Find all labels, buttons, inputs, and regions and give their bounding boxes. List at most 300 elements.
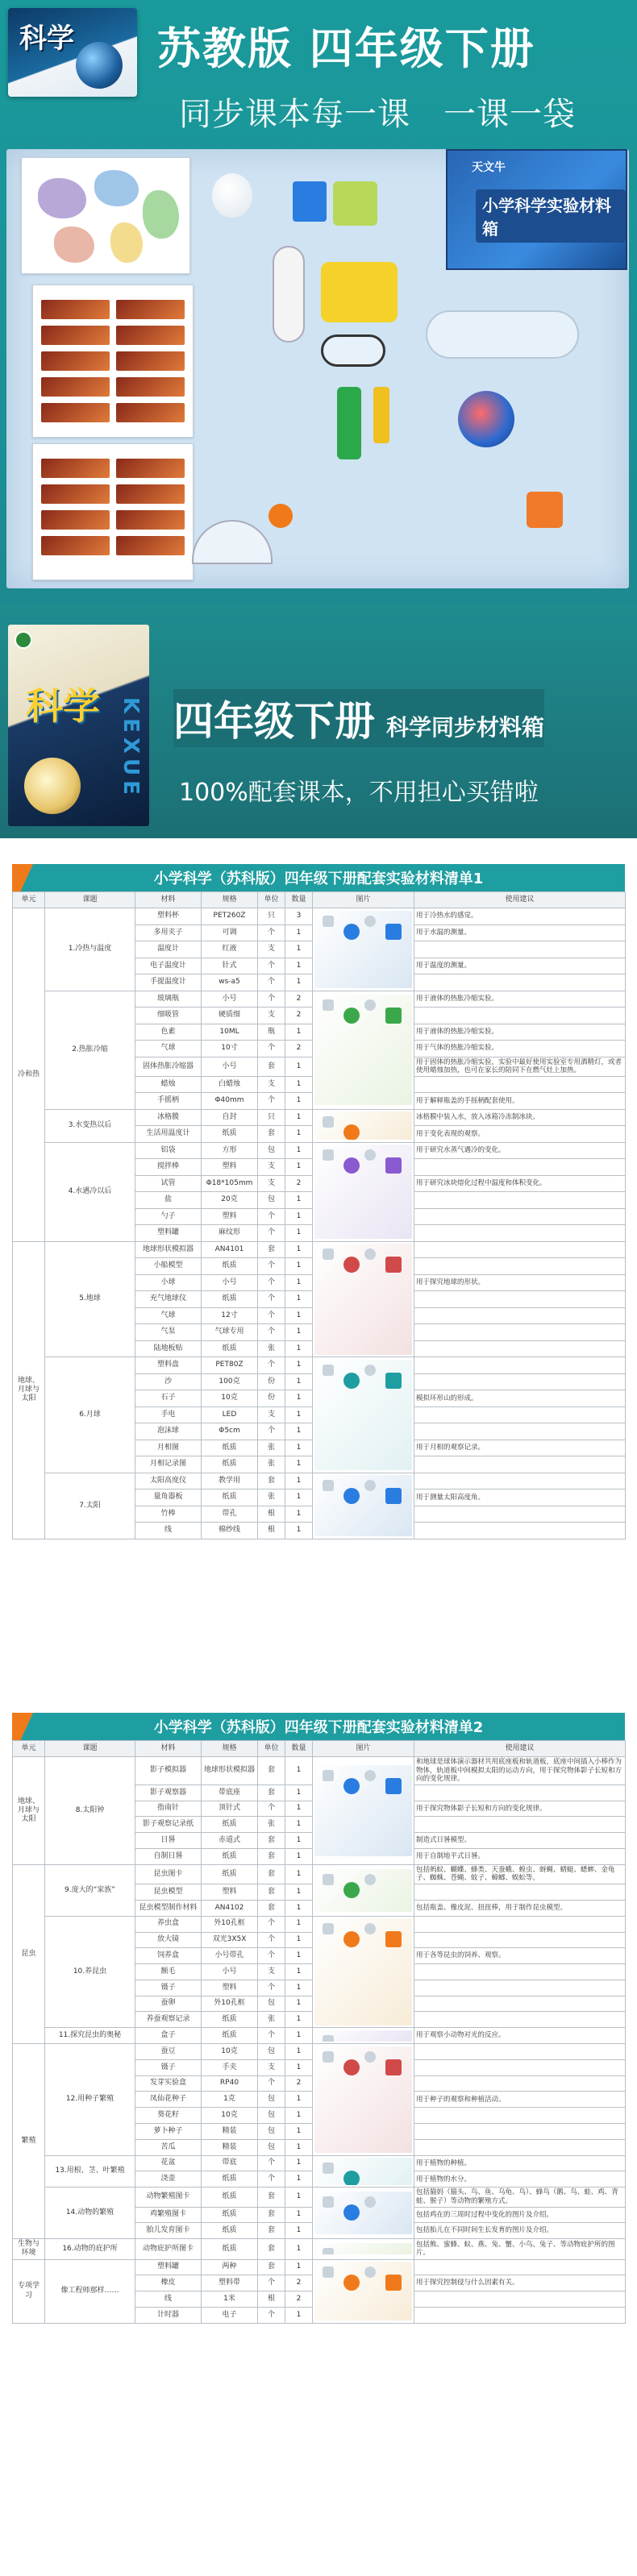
- usage-cell: [414, 1324, 626, 1341]
- column-header: 使用建议: [414, 1741, 626, 1757]
- spec-cell: 电子: [202, 2307, 258, 2323]
- usage-cell: [414, 1241, 626, 1258]
- textbook-cover: [8, 8, 137, 97]
- photo-placeholder: [314, 1475, 412, 1536]
- usage-cell: [414, 1785, 626, 1801]
- quantity-cell: 1: [285, 2155, 313, 2171]
- insect-card-sheet: [32, 285, 194, 438]
- column-header: 单位: [258, 892, 285, 908]
- material-cell: 温度计: [135, 941, 202, 958]
- material-item-icon: [323, 916, 334, 927]
- material-item-icon: [323, 1874, 334, 1885]
- material-cell: 色素: [135, 1024, 202, 1041]
- material-photo: [313, 1142, 414, 1241]
- spec-cell: 10克: [202, 1390, 258, 1407]
- spec-cell: Φ5cm: [202, 1423, 258, 1440]
- promo-title-main: 四年级下册: [173, 698, 375, 745]
- quantity-cell: 1: [285, 1274, 313, 1291]
- lesson-cell: 12.用种子繁殖: [45, 2044, 135, 2156]
- quantity-cell: 1: [285, 1440, 313, 1456]
- spec-cell: 方形: [202, 1142, 258, 1159]
- spec-cell: 10克: [202, 2108, 258, 2124]
- promo-slogan: 100%配套课本，不用担心买错啦: [179, 779, 539, 807]
- material-item-icon: [364, 999, 376, 1011]
- unit-measure-cell: 包: [258, 2124, 285, 2140]
- usage-cell: 包括猫妈（猫头、鸟、鱼、乌龟、鸟）、蜂鸟（鹅、鸟、蛙、鸡、青蛙、猴子）等动物的繁殖方式。: [414, 2188, 626, 2207]
- material-cell: 自制日晷: [135, 1849, 202, 1865]
- spec-cell: 纸质: [202, 2028, 258, 2044]
- usage-cell: [414, 1357, 626, 1374]
- table-row: [13, 908, 626, 925]
- usage-cell: [414, 2044, 626, 2060]
- spec-cell: 麻纹形: [202, 1225, 258, 1242]
- quantity-cell: 3: [285, 908, 313, 925]
- quantity-cell: 1: [285, 1490, 313, 1506]
- usage-cell: [414, 1008, 626, 1024]
- flask-icon: [212, 173, 252, 218]
- quantity-cell: 1: [285, 924, 313, 941]
- quantity-cell: 1: [285, 2259, 313, 2275]
- quantity-cell: 1: [285, 1523, 313, 1539]
- material-cell: 竹棒: [135, 1506, 202, 1523]
- quantity-cell: 1: [285, 1258, 313, 1275]
- quantity-cell: 1: [285, 1109, 313, 1126]
- quantity-cell: 1: [285, 2307, 313, 2323]
- quantity-cell: 1: [285, 1307, 313, 1324]
- spec-cell: 10ML: [202, 1024, 258, 1041]
- quantity-cell: 1: [285, 1159, 313, 1176]
- material-photo: [313, 1916, 414, 2028]
- table-header-row: [13, 1741, 626, 1757]
- development-card-sheet: [32, 443, 194, 580]
- material-cell: 石子: [135, 1390, 202, 1407]
- spec-cell: 教学用: [202, 1473, 258, 1490]
- quantity-cell: 1: [285, 1057, 313, 1076]
- material-item-icon: [343, 1778, 360, 1794]
- column-header: 材料: [135, 1741, 202, 1757]
- material-item-icon: [364, 1149, 376, 1161]
- unit-measure-cell: 套: [258, 1057, 285, 1076]
- spec-cell: 带底座: [202, 1785, 258, 1801]
- material-photo: [313, 1241, 414, 1357]
- material-cell: 陆地板贴: [135, 1340, 202, 1357]
- material-cell: 线: [135, 1523, 202, 1539]
- lesson-cell: 11.探究昆虫的奥秘: [45, 2028, 135, 2044]
- material-cell: 太阳高度仪: [135, 1473, 202, 1490]
- material-cell: 萝卜种子: [135, 2124, 202, 2140]
- quantity-cell: 1: [285, 2188, 313, 2207]
- hero-banner: [0, 0, 637, 838]
- unit-measure-cell: 张: [258, 1340, 285, 1357]
- spec-cell: 纸质: [202, 1340, 258, 1357]
- photo-placeholder: [314, 1244, 412, 1355]
- quantity-cell: 1: [285, 1884, 313, 1901]
- unit-measure-cell: 套: [258, 1849, 285, 1865]
- material-cell: 影子模拟器: [135, 1757, 202, 1785]
- spec-cell: 硬质细: [202, 1008, 258, 1024]
- material-cell: 养蚕观察记录: [135, 2012, 202, 2028]
- spec-cell: 10寸: [202, 1041, 258, 1057]
- material-item-icon: [385, 2275, 402, 2291]
- quantity-cell: 2: [285, 2275, 313, 2291]
- table-body-2: [13, 1757, 626, 2324]
- usage-cell: [414, 1523, 626, 1539]
- material-item-icon: [323, 2163, 334, 2174]
- material-item-icon: [323, 1249, 334, 1260]
- material-item-icon: [343, 1124, 360, 1140]
- table-row: [13, 2028, 626, 2044]
- unit-measure-cell: 套: [258, 2223, 285, 2239]
- material-cell: 塑料杯: [135, 908, 202, 925]
- quantity-cell: 1: [285, 2059, 313, 2075]
- unit-measure-cell: 个: [258, 1208, 285, 1225]
- quantity-cell: 1: [285, 2012, 313, 2028]
- usage-cell: 用于固体的热胀冷缩实验，实验中最好使用实验室专用酒精灯，或者使用蜡烛加热，也可在家长的陪同下在燃气灶上加热。: [414, 1057, 626, 1076]
- material-item-icon: [343, 1882, 360, 1898]
- quantity-cell: 1: [285, 2124, 313, 2140]
- moon-illustration: [24, 758, 81, 814]
- lesson-cell: 14.动物的繁殖: [45, 2188, 135, 2239]
- spec-cell: 纸质: [202, 2188, 258, 2207]
- spec-cell: 自封: [202, 1109, 258, 1126]
- usage-cell: 用于气体的热胀冷缩实验。: [414, 1041, 626, 1057]
- table-row: [13, 1864, 626, 1884]
- usage-cell: [414, 1258, 626, 1275]
- unit-measure-cell: 个: [258, 991, 285, 1008]
- unit-measure-cell: 个: [258, 1307, 285, 1324]
- unit-measure-cell: 个: [258, 1801, 285, 1817]
- unit-measure-cell: 个: [258, 1357, 285, 1374]
- material-cell: 地球形状模拟器: [135, 1241, 202, 1258]
- unit-measure-cell: 个: [258, 1916, 285, 1932]
- unit-measure-cell: 根: [258, 1506, 285, 1523]
- material-cell: 发芽实验盒: [135, 2075, 202, 2092]
- lesson-cell: 16.动物的庇护所: [45, 2239, 135, 2260]
- quantity-cell: 1: [285, 2108, 313, 2124]
- material-cell: 凤仙花种子: [135, 2092, 202, 2108]
- unit-measure-cell: 个: [258, 1324, 285, 1341]
- quantity-cell: 1: [285, 1932, 313, 1948]
- unit-measure-cell: 包: [258, 1192, 285, 1209]
- usage-cell: [414, 1076, 626, 1093]
- material-cell: 塑料盘: [135, 1357, 202, 1374]
- unit-measure-cell: 个: [258, 2307, 285, 2323]
- magnifier-icon: [269, 504, 293, 528]
- unit-measure-cell: 份: [258, 1390, 285, 1407]
- column-header: 图片: [313, 892, 414, 908]
- photo-placeholder: [314, 2243, 412, 2254]
- usage-cell: [414, 1473, 626, 1490]
- quantity-cell: 1: [285, 1142, 313, 1159]
- usage-cell: 用于自制地平式日晷。: [414, 1849, 626, 1865]
- material-cell: 动物繁殖图卡: [135, 2188, 202, 2207]
- material-item-icon: [343, 924, 360, 940]
- quantity-cell: 1: [285, 2139, 313, 2155]
- quantity-cell: 1: [285, 1225, 313, 1242]
- world-map-sheet: [21, 157, 190, 274]
- spec-cell: 带孔: [202, 1506, 258, 1523]
- material-cell: 多用夹子: [135, 924, 202, 941]
- usage-cell: 模拟环形山的形成。: [414, 1390, 626, 1407]
- spec-cell: 塑料: [202, 1980, 258, 1996]
- lesson-cell: 4.水遇冷以后: [45, 1142, 135, 1241]
- material-item-icon: [343, 1157, 360, 1174]
- usage-cell: [414, 2012, 626, 2028]
- quantity-cell: 1: [285, 1456, 313, 1473]
- material-item-icon: [364, 1770, 376, 1781]
- usage-cell: [414, 1373, 626, 1390]
- unit-measure-cell: 包: [258, 1142, 285, 1159]
- material-cell: 细吸管: [135, 1008, 202, 1024]
- quantity-cell: 1: [285, 1833, 313, 1849]
- lesson-cell: 像工程师那样……: [45, 2259, 135, 2323]
- quantity-cell: 1: [285, 1357, 313, 1374]
- usage-cell: 用于水温的测量。: [414, 924, 626, 941]
- spec-cell: 手夹: [202, 2059, 258, 2075]
- material-item-icon: [323, 1480, 334, 1491]
- quantity-cell: 1: [285, 1996, 313, 2012]
- material-cell: 冰格膜: [135, 1109, 202, 1126]
- unit-cell: 地球、月球与太阳: [13, 1241, 45, 1539]
- usage-cell: [414, 2291, 626, 2308]
- material-photo: [313, 2239, 414, 2260]
- usage-cell: [414, 2259, 626, 2275]
- material-item-icon: [343, 2059, 360, 2075]
- spec-cell: 塑料: [202, 1159, 258, 1176]
- headline: 苏教版 四年级下册: [157, 23, 535, 74]
- material-cell: 月相记录图: [135, 1456, 202, 1473]
- material-cell: 蚕卵: [135, 1996, 202, 2012]
- table-row: [13, 2044, 626, 2060]
- usage-cell: 用于探究地球的形状。: [414, 1274, 626, 1291]
- spec-cell: 1克: [202, 2092, 258, 2108]
- lesson-cell: 7.太阳: [45, 1473, 135, 1539]
- material-item-icon: [323, 999, 334, 1011]
- material-photo: [313, 2259, 414, 2323]
- material-cell: 气泵: [135, 1324, 202, 1341]
- material-item-icon: [385, 1931, 402, 1947]
- material-cell: 影子观察器: [135, 1785, 202, 1801]
- material-cell: 线: [135, 2291, 202, 2308]
- unit-measure-cell: 套: [258, 1900, 285, 1916]
- unit-measure-cell: 支: [258, 941, 285, 958]
- material-photo: [313, 991, 414, 1109]
- spec-cell: 顶针式: [202, 1801, 258, 1817]
- quantity-cell: 1: [285, 1864, 313, 1884]
- material-cell: 搅拌棒: [135, 1159, 202, 1176]
- unit-measure-cell: 个: [258, 2028, 285, 2044]
- unit-measure-cell: 个: [258, 1274, 285, 1291]
- material-item-icon: [364, 916, 376, 927]
- column-header: 数量: [285, 1741, 313, 1757]
- photo-placeholder: [314, 2192, 412, 2234]
- spec-cell: 纸质: [202, 1849, 258, 1865]
- spec-cell: 小号: [202, 1274, 258, 1291]
- photo-placeholder: [314, 2030, 412, 2042]
- spec-cell: 精装: [202, 2124, 258, 2140]
- photo-placeholder: [314, 2262, 412, 2320]
- spec-cell: 纸质: [202, 1817, 258, 1833]
- photo-placeholder: [314, 1145, 412, 1239]
- spec-cell: 纸质: [202, 2239, 258, 2260]
- quantity-cell: 1: [285, 1423, 313, 1440]
- usage-cell: [414, 974, 626, 991]
- unit-measure-cell: 包: [258, 2108, 285, 2124]
- material-cell: 生活用温度计: [135, 1126, 202, 1143]
- photo-placeholder: [314, 2046, 412, 2154]
- spec-cell: 10克: [202, 2044, 258, 2060]
- material-cell: 镊子: [135, 1980, 202, 1996]
- material-item-icon: [323, 1116, 334, 1128]
- usage-cell: [414, 1916, 626, 1932]
- quantity-cell: 1: [285, 1291, 313, 1308]
- quantity-cell: 1: [285, 1076, 313, 1093]
- usage-cell: 和地球是球体演示器材共用底座板和轨道板，底座中间插入小棒作为物体，轨道板中间模拟太阳的运动方向，用于探究物体影子长短和方向的变化规律。: [414, 1757, 626, 1785]
- quantity-cell: 1: [285, 958, 313, 974]
- quantity-cell: 1: [285, 2092, 313, 2108]
- pump-icon: [337, 387, 361, 459]
- unit-measure-cell: 个: [258, 1291, 285, 1308]
- promo-cover-logo: 科学: [26, 684, 100, 728]
- lesson-cell: 5.地球: [45, 1241, 135, 1357]
- quantity-cell: 2: [285, 1175, 313, 1192]
- usage-cell: 用于探究物体影子长短和方向的变化规律。: [414, 1801, 626, 1817]
- unit-measure-cell: 只: [258, 1109, 285, 1126]
- material-photo: [313, 1864, 414, 1916]
- quantity-cell: 1: [285, 1024, 313, 1041]
- quantity-cell: 1: [285, 1785, 313, 1801]
- quantity-cell: 1: [285, 1817, 313, 1833]
- table-row: [13, 1473, 626, 1490]
- usage-cell: [414, 941, 626, 958]
- unit-measure-cell: 个: [258, 1932, 285, 1948]
- spec-cell: 纸质: [202, 1126, 258, 1143]
- unit-measure-cell: 包: [258, 2044, 285, 2060]
- lesson-cell: 8.太阳钟: [45, 1757, 135, 1865]
- unit-measure-cell: 个: [258, 1225, 285, 1242]
- material-cell: 盒子: [135, 2028, 202, 2044]
- table-row: [13, 1241, 626, 1258]
- thermometer-icon: [273, 246, 305, 343]
- unit-measure-cell: 个: [258, 1948, 285, 1964]
- material-photo: [313, 1757, 414, 1865]
- box-brand: 天文牛: [472, 161, 506, 174]
- material-cell: 养虫盒: [135, 1916, 202, 1932]
- material-item-icon: [385, 1488, 402, 1504]
- lesson-cell: 9.庞大的“家族”: [45, 1864, 135, 1916]
- material-photo: [313, 2044, 414, 2156]
- table-row: [13, 1109, 626, 1126]
- unit-measure-cell: 支: [258, 2059, 285, 2075]
- material-cell: 蜡烛: [135, 1076, 202, 1093]
- orange-corner: [12, 1713, 33, 1740]
- material-item-icon: [385, 2059, 402, 2075]
- quantity-cell: 1: [285, 1126, 313, 1143]
- lesson-cell: 1.冷热与温度: [45, 908, 135, 991]
- material-cell: 胎儿发育图卡: [135, 2223, 202, 2239]
- unit-cell: 冷和热: [13, 908, 45, 1242]
- column-header: 图片: [313, 1741, 414, 1757]
- spec-cell: RP40: [202, 2075, 258, 2092]
- material-cell: 指南针: [135, 1801, 202, 1817]
- spec-cell: ws-a5: [202, 974, 258, 991]
- unit-measure-cell: 个: [258, 1980, 285, 1996]
- column-header: 单元: [13, 1741, 45, 1757]
- quantity-cell: 1: [285, 1916, 313, 1932]
- usage-cell: [414, 1159, 626, 1176]
- material-cell: 气球: [135, 1041, 202, 1057]
- subheadline: 同步课本每一课 一课一袋: [179, 96, 576, 133]
- quantity-cell: 1: [285, 1340, 313, 1357]
- kit-box: [446, 149, 627, 270]
- quantity-cell: 1: [285, 1801, 313, 1817]
- promo-title: [173, 689, 544, 747]
- usage-cell: 用于解释瓶盖的手摇柄配套使用。: [414, 1093, 626, 1110]
- spec-cell: 塑料带: [202, 2275, 258, 2291]
- quantity-cell: 1: [285, 1390, 313, 1407]
- quantity-cell: 1: [285, 1406, 313, 1423]
- column-header: 材料: [135, 892, 202, 908]
- clay-icon: [527, 492, 563, 528]
- material-item-icon: [323, 2035, 334, 2042]
- spec-cell: AN4102: [202, 1900, 258, 1916]
- material-item-icon: [364, 1365, 376, 1376]
- unit-measure-cell: 个: [258, 2275, 285, 2291]
- spec-cell: 塑料: [202, 1884, 258, 1901]
- material-cell: 沙: [135, 1373, 202, 1390]
- usage-cell: [414, 2059, 626, 2075]
- usage-cell: 冰格膜中装入水，放入冰箱冷冻制冰块。: [414, 1109, 626, 1126]
- material-item-icon: [364, 1923, 376, 1934]
- material-cell: 昆虫模型制作材料: [135, 1900, 202, 1916]
- usage-cell: 用于月相的观察记录。: [414, 1440, 626, 1456]
- quantity-cell: 2: [285, 991, 313, 1008]
- glassware-icon: [426, 310, 579, 359]
- material-item-icon: [323, 2248, 334, 2254]
- section-2-title-bar: [12, 1713, 625, 1740]
- unit-measure-cell: 套: [258, 2188, 285, 2207]
- table-row: [13, 1757, 626, 1785]
- material-cell: 苦瓜: [135, 2139, 202, 2155]
- lesson-cell: 6.月球: [45, 1357, 135, 1473]
- photo-placeholder: [314, 2158, 412, 2185]
- material-item-icon: [343, 2204, 360, 2221]
- quantity-cell: 2: [285, 2075, 313, 2092]
- usage-cell: [414, 2124, 626, 2140]
- unit-measure-cell: 支: [258, 1406, 285, 1423]
- unit-cell: 专项学习: [13, 2259, 45, 2323]
- usage-cell: [414, 1291, 626, 1308]
- usage-cell: 用于变化表现的观察。: [414, 1126, 626, 1143]
- material-item-icon: [385, 1008, 402, 1024]
- material-photo: [313, 2028, 414, 2044]
- unit-measure-cell: 套: [258, 1473, 285, 1490]
- material-cell: 放大镜: [135, 1932, 202, 1948]
- material-item-icon: [364, 2266, 376, 2278]
- protractor-icon: [192, 520, 273, 564]
- orange-corner: [12, 864, 33, 891]
- material-cell: 昆虫图卡: [135, 1864, 202, 1884]
- unit-measure-cell: 个: [258, 2155, 285, 2171]
- unit-measure-cell: 支: [258, 1076, 285, 1093]
- material-item-icon: [364, 1249, 376, 1260]
- material-cell: 手摇柄: [135, 1093, 202, 1110]
- usage-cell: 包括胎儿在不同时间生长发育的图片及介绍。: [414, 2223, 626, 2239]
- usage-cell: [414, 1340, 626, 1357]
- quantity-cell: 1: [285, 1900, 313, 1916]
- quantity-cell: 1: [285, 2239, 313, 2260]
- column-header: 规格: [202, 1741, 258, 1757]
